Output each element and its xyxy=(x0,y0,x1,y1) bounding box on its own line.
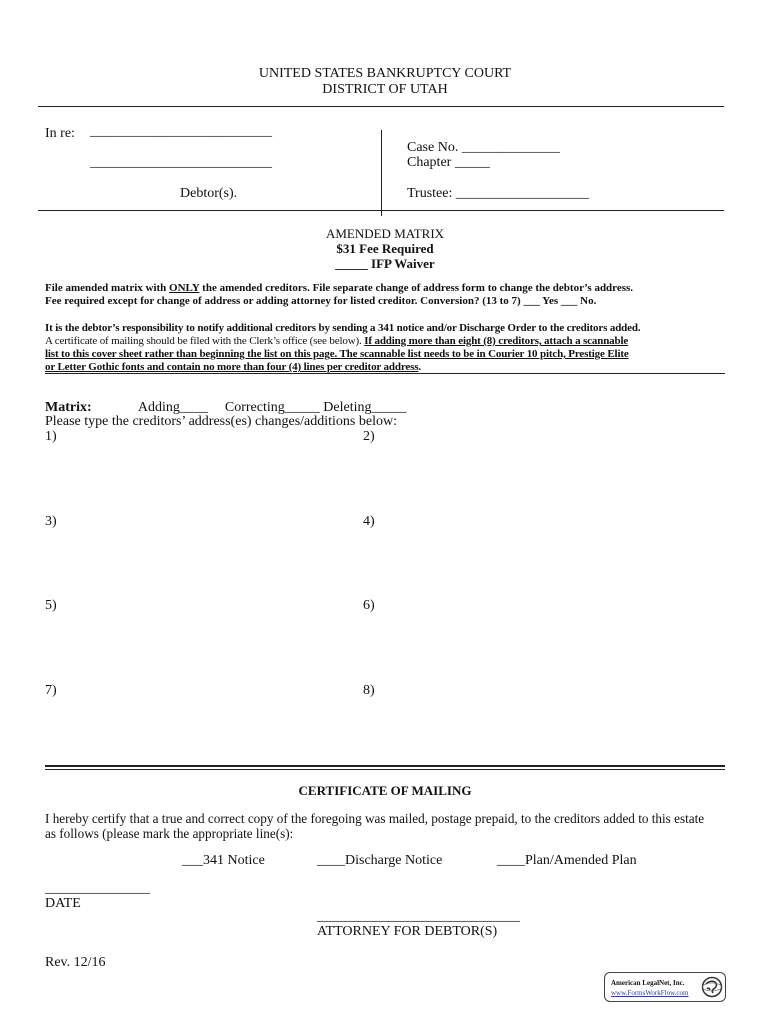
chapter-field[interactable]: Chapter _____ xyxy=(407,155,490,170)
plan-option[interactable]: ____Plan/Amended Plan xyxy=(497,853,637,868)
certificate-body-line-1: I hereby certify that a true and correct copy of the foregoing was mailed, postage prepaid, to the creditors added to this estate xyxy=(45,811,705,826)
instr-1a: File amended matrix with xyxy=(45,282,170,294)
instructions-rule xyxy=(45,373,725,374)
form-title xyxy=(0,226,770,271)
instr-1b: the amended creditors. File separate change of address form to change the debtor’s address. xyxy=(199,282,634,294)
instr-2f: . xyxy=(418,361,421,373)
correcting-option[interactable]: Correcting_____ xyxy=(224,400,320,415)
caption-rule xyxy=(38,210,724,211)
instr-2e: or Letter Gothic fonts and contain no more than four (4) lines per creditor address xyxy=(45,361,419,373)
debtors-label: Debtor(s). xyxy=(180,186,238,201)
matrix-label: Matrix: xyxy=(45,400,92,415)
date-line[interactable]: _______________ xyxy=(45,881,150,896)
globe-icon xyxy=(701,976,723,998)
creditor-entry-5[interactable]: 5) xyxy=(45,598,57,613)
creditor-entry-3[interactable]: 3) xyxy=(45,514,57,529)
district-name: DISTRICT OF UTAH xyxy=(322,82,448,97)
instr-2c: If adding more than eight (8) creditors, attach a scannable xyxy=(364,335,629,347)
certificate-rule-top xyxy=(45,765,725,767)
logo-company: American LegalNet, Inc. xyxy=(611,979,685,987)
certificate-heading: CERTIFICATE OF MAILING xyxy=(298,783,472,798)
title-line-1: AMENDED MATRIX xyxy=(325,226,445,241)
logo-url[interactable]: www.FormsWorkFlow.com xyxy=(611,989,689,997)
attorney-signature-line[interactable]: _____________________________ xyxy=(317,909,520,924)
instr-2d: list to this cover sheet rather than beginning the list on this page. The scannable list needs to be in Courier 10 pitch, Prestige Elite xyxy=(45,348,629,360)
publisher-logo xyxy=(604,972,726,1002)
certificate-body-line-2: as follows (please mark the appropriate line(s): xyxy=(45,826,294,841)
ifp-waiver-field[interactable]: _____ IFP Waiver xyxy=(335,256,435,271)
notice-341-option[interactable]: ___341 Notice xyxy=(182,853,265,868)
matrix-section xyxy=(45,400,406,415)
revision-date: Rev. 12/16 xyxy=(45,955,106,970)
instructions-paragraph-2 xyxy=(45,322,745,374)
instructions-paragraph-1 xyxy=(45,282,735,308)
certificate-body xyxy=(45,811,745,841)
certificate-rule-bottom xyxy=(45,769,725,770)
debtor-name-line-1[interactable]: __________________________ xyxy=(90,124,272,139)
creditor-entry-1[interactable]: 1) xyxy=(45,429,57,444)
in-re-label: In re: xyxy=(45,126,75,141)
instr-only: ONLY xyxy=(169,282,200,294)
matrix-instruction: Please type the creditors’ address(es) changes/additions below: xyxy=(45,414,397,429)
adding-option[interactable]: Adding____ xyxy=(137,400,208,415)
discharge-notice-option[interactable]: ____Discharge Notice xyxy=(317,853,443,868)
date-label: DATE xyxy=(45,896,81,911)
fee-required: $31 Fee Required xyxy=(336,241,434,256)
creditor-entry-2[interactable]: 2) xyxy=(363,429,375,444)
instr-1c: Fee required except for change of address or adding attorney for listed creditor. Conversion? (13 to 7) ___ Yes ___ No. xyxy=(45,295,597,307)
header-rule xyxy=(38,106,724,107)
attorney-label: ATTORNEY FOR DEBTOR(S) xyxy=(317,924,498,939)
document-header xyxy=(0,66,770,98)
creditor-entry-6[interactable]: 6) xyxy=(363,598,375,613)
creditor-entry-4[interactable]: 4) xyxy=(363,514,375,529)
court-name: UNITED STATES BANKRUPTCY COURT xyxy=(258,66,512,81)
case-number-field[interactable]: Case No. ______________ xyxy=(407,140,560,155)
instr-2b: A certificate of mailing should be filed with the Clerk’s office (see below). xyxy=(45,335,365,347)
debtor-name-line-2[interactable]: __________________________ xyxy=(90,155,272,170)
trustee-field[interactable]: Trustee: ___________________ xyxy=(407,186,589,201)
caption-divider xyxy=(381,130,382,216)
deleting-option[interactable]: Deleting_____ xyxy=(323,400,407,415)
instr-2a: It is the debtor’s responsibility to notify additional creditors by sending a 341 notice and/or Discharge Order to the creditors added. xyxy=(45,322,641,334)
creditor-entry-7[interactable]: 7) xyxy=(45,683,57,698)
creditor-entry-8[interactable]: 8) xyxy=(363,683,375,698)
